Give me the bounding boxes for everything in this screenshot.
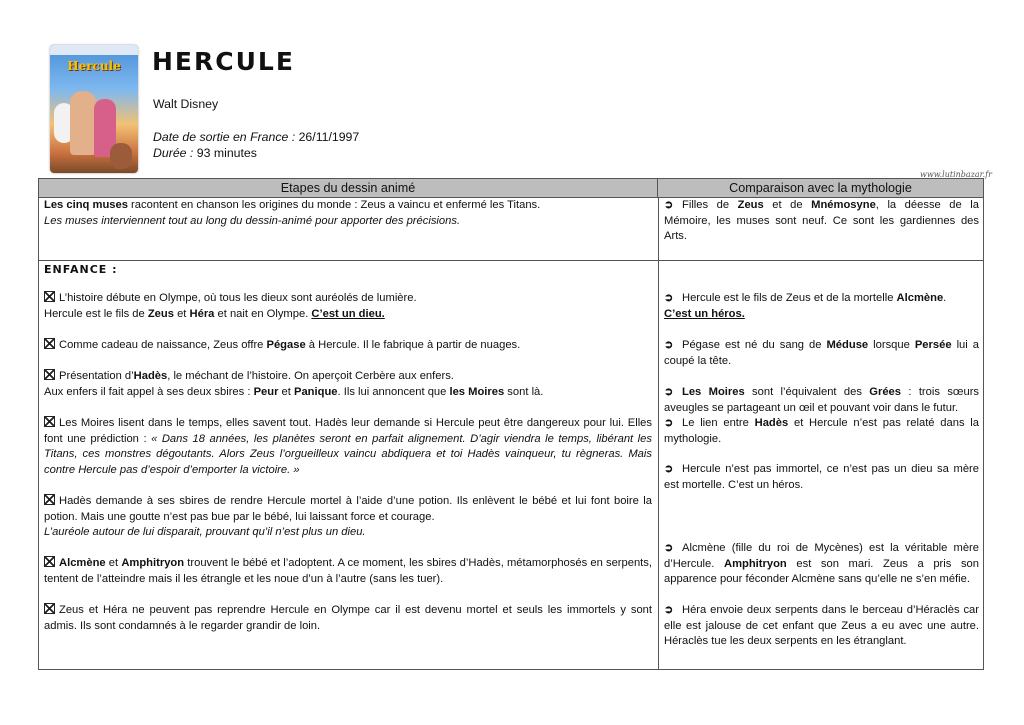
text: Alcmène (fille du roi de Mycènes) est la véritable mère d’Hercule. — [664, 542, 979, 570]
zeus-bold: Zeus — [737, 199, 764, 211]
muses-text: racontent en chanson les origines du monde : Zeus a vaincu et enfermé les Titans. — [127, 199, 541, 211]
duration — [153, 145, 257, 161]
text: et de — [763, 199, 812, 211]
arrow-right-icon: ➲ — [664, 604, 674, 616]
cover-phil-shape — [110, 143, 132, 169]
text: est son mari. Zeus a pris son apparence pour féconder Alcmène sans qu’elle ne s’en méfie. — [664, 557, 979, 586]
mnemosyne-bold: Mnémosyne — [811, 199, 876, 211]
checkbox-x-icon — [44, 603, 55, 614]
text: Pégase est né du sang de — [682, 339, 827, 351]
right-para-6 — [664, 541, 979, 588]
text: : trois sœurs aveugles se partageant un œil et pouvant voir dans le futur. — [664, 386, 980, 414]
right-para-5 — [664, 462, 979, 493]
text: trouvent le bébé et l’adoptent. A ce moment, les sbires d’Hadès, métamorphosés en serpents, tentent de l’atteindre mais il les étrangle et les noue d’un à l’autre (sans les tuer). — [44, 557, 652, 585]
text: et — [278, 385, 294, 398]
studio-text: Walt Disney — [153, 97, 219, 111]
bold: Amphitryon — [121, 557, 185, 569]
text: Le lien entre — [682, 417, 755, 429]
cover-title: Hercule — [67, 59, 121, 73]
text: . Ils lui annoncent que — [337, 385, 450, 398]
row1-right-cell — [664, 198, 979, 245]
cover-top-band — [50, 45, 138, 55]
bold: Héra — [189, 307, 215, 320]
text: Présentation d’ — [59, 370, 134, 382]
italic: L’auréole autour de lui disparait, prouvant qu’il n’est plus un dieu. — [44, 526, 366, 539]
text: lui a coupé la tête. — [664, 339, 979, 367]
section-title-enfance: ENFANCE : — [44, 263, 118, 276]
text: et nait en Olympe. — [214, 307, 312, 320]
checkbox-x-icon — [44, 416, 55, 427]
text: Filles de — [682, 199, 738, 211]
arrow-right-icon: ➲ — [664, 292, 674, 304]
left-para-4 — [44, 416, 652, 478]
release-label: Date de sortie en France : — [153, 130, 296, 144]
bold: Alcmène — [896, 292, 944, 304]
row-divider — [39, 260, 983, 261]
bold-underlined: C’est un dieu. — [311, 307, 385, 320]
watermark: www.lutinbazar.fr — [920, 170, 992, 179]
muses-italic-text: Les muses interviennent tout au long du dessin-animé pour apporter des précisions. — [44, 214, 461, 227]
text: et — [173, 307, 190, 320]
bold: Zeus — [147, 307, 174, 320]
text: Hercule est le fils de Zeus et de la mortelle — [682, 292, 897, 304]
bold: Panique — [294, 385, 338, 398]
bold: Amphitryon — [723, 557, 787, 570]
left-para-1 — [44, 291, 652, 322]
checkbox-x-icon — [44, 338, 55, 349]
bold: Les Moires — [682, 386, 745, 398]
text: , le méchant de l’histoire. On aperçoit Cerbère aux enfers. — [167, 370, 454, 382]
right-para-1 — [664, 291, 979, 322]
bold: Grées — [869, 386, 902, 398]
bold: Hadès — [754, 417, 789, 429]
bold: les Moires — [449, 385, 505, 398]
cover-hercules-shape — [70, 91, 96, 155]
text: et — [105, 557, 122, 569]
text: Hercule est le fils de — [44, 307, 148, 320]
checkbox-x-icon — [44, 494, 55, 505]
arrow-right-icon: ➲ — [664, 542, 674, 554]
comparison-table — [38, 178, 984, 670]
muses-bold: Les cinq muses — [44, 199, 128, 211]
text: Héra envoie deux serpents dans le berceau d’Héraclès car elle est jalouse de cet enfant que Zeus a eu avec une autre. Héraclès tue les deux serpents en les étranglant. — [664, 604, 979, 648]
duration-value: 93 minutes — [196, 146, 257, 160]
movie-cover-image — [50, 45, 138, 173]
text: Hercule n’est pas immortel, ce n’est pas un dieu sa mère est mortelle. C’est un héros. — [664, 463, 979, 491]
prophecy-italic: « Dans 18 années, les planètes seront en parfait alignement. D’agir viendra le temps, libérant les Titans, ces monstres dégoutants. Alors Zeus l’orgueilleux vaincu abdiquera et toi Hadès vainqueur, tu règneras. Mais contre Hercule pas d’espoir d’emporter la victoire. » — [44, 432, 652, 476]
checkbox-x-icon — [44, 556, 55, 567]
text: Les Moires lisent dans le temps, elles savent tout. Hadès leur demande si Hercule peut être dangereux pour lui. Elles font une prédiction : — [44, 417, 652, 445]
arrow-right-icon: ➲ — [664, 339, 674, 351]
right-para-3 — [664, 385, 979, 416]
duration-label: Durée : — [153, 146, 194, 160]
arrow-right-icon: ➲ — [664, 463, 674, 475]
muses-line — [44, 198, 652, 214]
column-header-right: Comparaison avec la mythologie — [658, 179, 983, 197]
left-para-5 — [44, 494, 652, 541]
left-para-7 — [44, 603, 652, 634]
column-divider — [658, 197, 659, 669]
bold: Alcmène — [59, 557, 106, 569]
left-para-6 — [44, 556, 652, 587]
row1-left-cell — [44, 198, 652, 229]
right-para-2 — [664, 338, 979, 369]
arrow-right-icon: ➲ — [664, 199, 674, 211]
text: sont là. — [504, 385, 544, 398]
release-date — [153, 129, 359, 145]
text: à Hercule. Il le fabrique à partir de nuages. — [305, 339, 521, 351]
muses-italic — [44, 214, 652, 230]
bold: Persée — [914, 339, 952, 351]
text: Aux enfers il fait appel à ses deux sbires : — [44, 385, 254, 398]
text: , la déesse de la Mémoire, les muses sont neuf. Ce sont les gardiennes des Arts. — [664, 199, 979, 243]
checkbox-x-icon — [44, 291, 55, 302]
arrow-right-icon: ➲ — [664, 386, 674, 398]
text: et Hercule n’est pas relaté dans la mythologie. — [664, 417, 979, 445]
bold: Hadès — [133, 370, 168, 382]
text: Zeus et Héra ne peuvent pas reprendre Hercule en Olympe car il est devenu mortel et seuls les immortels y sont admis. Ils sont condamnés à le regarder grandir de loin. — [44, 604, 652, 632]
page-title: HERCULE — [152, 47, 295, 76]
text: Hadès demande à ses sbires de rendre Hercule mortel à l’aide d’une potion. Ils enlèvent le bébé et lui font boire la potion. Mais une goutte n’est pas bue par le bébé, lui laissant force et courage. — [44, 495, 652, 523]
column-header-left: Etapes du dessin animé — [39, 179, 658, 197]
left-para-3 — [44, 369, 652, 400]
bold-underlined: C’est un héros. — [664, 307, 745, 320]
bold: Méduse — [826, 339, 869, 351]
arrow-right-icon: ➲ — [664, 417, 674, 429]
left-para-2 — [44, 338, 652, 354]
text: . — [943, 292, 947, 304]
checkbox-x-icon — [44, 369, 55, 380]
release-value: 26/11/1997 — [298, 130, 360, 144]
right-para-7 — [664, 603, 979, 650]
text: L’histoire débute en Olympe, où tous les dieux sont auréolés de lumière. — [59, 292, 417, 304]
right-para-4 — [664, 416, 979, 447]
bold: Pégase — [266, 339, 306, 351]
text: lorsque — [868, 339, 915, 351]
text: Comme cadeau de naissance, Zeus offre — [59, 339, 267, 351]
bold: Peur — [253, 385, 279, 398]
text: sont l’équivalent des — [744, 386, 870, 398]
